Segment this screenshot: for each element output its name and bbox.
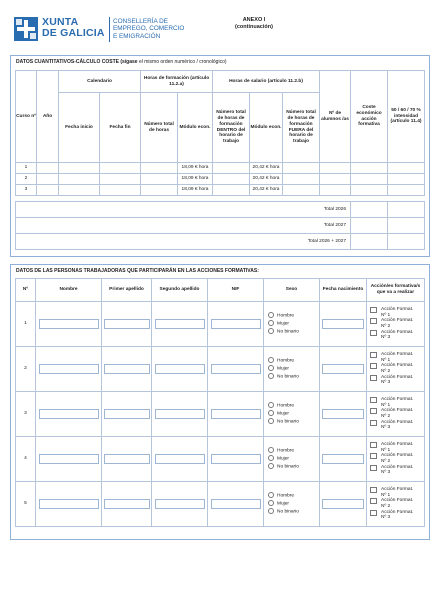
workers-section-title: DATOS DE LAS PERSONAS TRABAJADORAS QUE PARTICIPARÁN EN LAS ACCIONES FORMATIVAS:	[16, 268, 259, 274]
nombre-input-cell	[36, 437, 102, 482]
accion-option[interactable]	[370, 453, 424, 464]
nif-input-cell	[208, 482, 264, 527]
nif-input[interactable]	[211, 499, 261, 509]
modulo-econ-value: 18,09 € hora	[178, 185, 213, 196]
anio-field[interactable]	[37, 174, 59, 185]
accion-label: Acción Format. Nº 2	[381, 453, 414, 464]
segundo-apellido-input[interactable]	[155, 454, 205, 464]
accion-option[interactable]	[370, 408, 424, 419]
num-horas-field[interactable]	[141, 163, 178, 174]
sexo-option[interactable]	[268, 320, 319, 328]
checkbox-icon[interactable]	[370, 307, 377, 313]
segundo-apellido-input-cell	[152, 392, 208, 437]
nif-input-cell	[208, 302, 264, 347]
sexo-label: Hombre	[277, 312, 295, 318]
accion-option[interactable]	[370, 330, 424, 341]
accion-label: Acción Format. Nº 3	[381, 329, 414, 341]
sexo-option[interactable]	[268, 328, 319, 336]
sexo-option[interactable]	[268, 312, 319, 320]
nombre-input[interactable]	[39, 499, 99, 509]
dept-line1: CONSELLERÍA DE	[113, 18, 169, 25]
sexo-option[interactable]	[268, 357, 319, 365]
modulo-econ-value: 18,09 € hora	[178, 174, 213, 185]
coste-field[interactable]	[351, 163, 388, 174]
header-horas-dentro: Número total de horas de formación DENTRO del horario de trabajo	[213, 93, 250, 163]
coste-field[interactable]	[351, 185, 388, 196]
fecha-nacimiento-cell	[320, 482, 367, 527]
nif-input[interactable]	[211, 454, 261, 464]
accion-label: Acción Format. Nº 1	[381, 486, 414, 498]
accion-options	[367, 392, 425, 437]
worker-row	[16, 302, 425, 347]
worker-number: 5	[16, 482, 36, 527]
fecha-nacimiento-input[interactable]	[322, 499, 364, 509]
nif-input[interactable]	[211, 409, 261, 419]
radio-icon[interactable]	[268, 373, 274, 379]
segundo-apellido-input[interactable]	[155, 364, 205, 374]
primer-apellido-input-cell	[102, 392, 152, 437]
header-num-alumnos: Nº de alumnos /as	[320, 71, 351, 163]
header-num-total-horas: Número total de horas	[141, 93, 178, 163]
radio-icon[interactable]	[268, 492, 274, 498]
anio-field[interactable]	[37, 163, 59, 174]
num-horas-field[interactable]	[141, 174, 178, 185]
checkbox-icon[interactable]	[370, 487, 377, 493]
sexo-label: No binario	[277, 419, 299, 425]
primer-apellido-input[interactable]	[104, 454, 150, 464]
fecha-nacimiento-cell	[320, 437, 367, 482]
cost-section-title	[16, 59, 227, 65]
radio-icon[interactable]	[268, 447, 274, 453]
sexo-label: Hombre	[277, 402, 295, 408]
header-nif: NIF	[208, 279, 264, 302]
sexo-label: Mujer	[277, 501, 289, 507]
nombre-input-cell	[36, 482, 102, 527]
radio-icon[interactable]	[268, 357, 274, 363]
accion-options	[367, 482, 425, 527]
header-accion: Acción/es formativa/s que va a realizar	[367, 279, 425, 302]
header-fecha-inicio: Fecha inicio	[59, 93, 100, 163]
accion-label: Acción Format. Nº 1	[381, 441, 414, 453]
worker-row	[16, 347, 425, 392]
nif-input[interactable]	[211, 364, 261, 374]
sexo-label: Mujer	[277, 321, 289, 327]
sexo-option[interactable]	[268, 508, 319, 516]
modulo-econ-value: 20,42 € hora	[250, 174, 283, 185]
accion-option[interactable]	[370, 498, 424, 509]
intensidad-field[interactable]	[388, 185, 425, 196]
nif-input-cell	[208, 437, 264, 482]
nombre-input[interactable]	[39, 454, 99, 464]
num-alumnos-field[interactable]	[320, 174, 351, 185]
sexo-label: No binario	[277, 464, 299, 470]
fecha-fin-field[interactable]	[100, 174, 141, 185]
department-name	[113, 18, 184, 40]
checkbox-icon[interactable]	[370, 363, 377, 369]
fecha-inicio-field[interactable]	[59, 174, 100, 185]
checkbox-icon[interactable]	[370, 442, 377, 448]
sexo-label: No binario	[277, 374, 299, 380]
num-alumnos-field[interactable]	[320, 163, 351, 174]
fecha-inicio-field[interactable]	[59, 163, 100, 174]
sexo-label: Hombre	[277, 492, 295, 498]
num-alumnos-field[interactable]	[320, 185, 351, 196]
radio-icon[interactable]	[268, 320, 274, 326]
accion-options	[367, 302, 425, 347]
header-horas-fuera: Número total de horas de formación FUERA del horario de trabajo	[283, 93, 320, 163]
primer-apellido-input[interactable]	[104, 409, 150, 419]
checkbox-icon[interactable]	[370, 352, 377, 358]
sexo-option[interactable]	[268, 447, 319, 455]
accion-label: Acción Format. Nº 2	[381, 363, 414, 374]
checkbox-icon[interactable]	[370, 408, 377, 414]
fecha-fin-field[interactable]	[100, 185, 141, 196]
fecha-inicio-field[interactable]	[59, 185, 100, 196]
horas-fuera-field[interactable]	[283, 185, 320, 196]
accion-options	[367, 437, 425, 482]
accion-label: Acción Format. Nº 1	[381, 396, 414, 408]
radio-icon[interactable]	[268, 463, 274, 469]
sexo-label: Mujer	[277, 366, 289, 372]
header-primer-apellido: Primer apellido	[102, 279, 152, 302]
logo-wordmark	[42, 17, 105, 39]
checkbox-icon[interactable]	[370, 375, 377, 381]
workers-panel	[10, 264, 430, 540]
nombre-input-cell	[36, 347, 102, 392]
checkbox-icon[interactable]	[370, 318, 377, 324]
xunta-logo-icon	[14, 17, 38, 41]
sexo-options	[264, 392, 320, 437]
checkbox-icon[interactable]	[370, 453, 377, 459]
coste-field[interactable]	[351, 174, 388, 185]
worker-row	[16, 482, 425, 527]
accion-label: Acción Format. Nº 1	[381, 351, 414, 363]
intensidad-field[interactable]	[388, 174, 425, 185]
accion-option[interactable]	[370, 352, 424, 363]
modulo-econ-value: 18,09 € hora	[178, 163, 213, 174]
accion-option[interactable]	[370, 375, 424, 386]
primer-apellido-input-cell	[102, 437, 152, 482]
worker-number: 2	[16, 347, 36, 392]
dept-line2: EMPREGO, COMERCIO	[113, 25, 185, 33]
curso-number: 1	[16, 163, 37, 174]
sexo-options	[264, 302, 320, 347]
accion-label: Acción Format. Nº 3	[381, 464, 414, 476]
header-modulo-econ-2: Módulo econ.	[250, 93, 283, 163]
checkbox-icon[interactable]	[370, 510, 377, 516]
accion-option[interactable]	[370, 397, 424, 408]
radio-icon[interactable]	[268, 455, 274, 461]
header-coste: Coste económico acción formativa	[351, 71, 388, 163]
nombre-input-cell	[36, 392, 102, 437]
horas-dentro-field[interactable]	[213, 174, 250, 185]
num-horas-field[interactable]	[141, 185, 178, 196]
total-2026-field[interactable]	[351, 202, 388, 218]
nif-input-cell	[208, 392, 264, 437]
totals-table	[15, 201, 425, 250]
nif-input[interactable]	[211, 319, 261, 329]
sexo-option[interactable]	[268, 365, 319, 373]
worker-row	[16, 437, 425, 482]
sexo-label: No binario	[277, 509, 299, 515]
fecha-nacimiento-input[interactable]	[322, 409, 364, 419]
fecha-nacimiento-cell	[320, 302, 367, 347]
fecha-nacimiento-input[interactable]	[322, 454, 364, 464]
total-2027-field[interactable]	[351, 218, 388, 234]
segundo-apellido-input[interactable]	[155, 319, 205, 329]
accion-option[interactable]	[370, 318, 424, 329]
accion-option[interactable]	[370, 465, 424, 476]
sexo-option[interactable]	[268, 373, 319, 381]
total-spacer	[388, 218, 425, 234]
accion-label: Acción Format. Nº 2	[381, 318, 414, 329]
accion-option[interactable]	[370, 442, 424, 453]
dept-line3: E EMIGRACIÓN	[113, 32, 161, 40]
accion-option[interactable]	[370, 307, 424, 318]
header-curso: Curso nº	[16, 71, 37, 163]
modulo-econ-value: 20,42 € hora	[250, 163, 283, 174]
accion-label: Acción Format. Nº 3	[381, 374, 414, 386]
header-sexo: Sexo	[264, 279, 320, 302]
nombre-input[interactable]	[39, 409, 99, 419]
sexo-option[interactable]	[268, 463, 319, 471]
logo-separator	[109, 17, 110, 42]
segundo-apellido-input-cell	[152, 347, 208, 392]
sexo-label: Mujer	[277, 411, 289, 417]
accion-option[interactable]	[370, 420, 424, 431]
nombre-input[interactable]	[39, 319, 99, 329]
sexo-options	[264, 482, 320, 527]
radio-icon[interactable]	[268, 418, 274, 424]
sexo-option[interactable]	[268, 500, 319, 508]
checkbox-icon[interactable]	[370, 420, 377, 426]
total-spacer	[388, 234, 425, 250]
radio-icon[interactable]	[268, 508, 274, 514]
header-horas-salario: Horas de salario (artículo 11.2.b)	[213, 71, 320, 93]
fecha-nacimiento-cell	[320, 392, 367, 437]
cost-data-panel	[10, 55, 430, 257]
accion-option[interactable]	[370, 363, 424, 374]
checkbox-icon[interactable]	[370, 330, 377, 336]
accion-option[interactable]	[370, 487, 424, 498]
sexo-option[interactable]	[268, 410, 319, 418]
worker-row	[16, 392, 425, 437]
primer-apellido-input-cell	[102, 302, 152, 347]
modulo-econ-value: 20,42 € hora	[250, 185, 283, 196]
sexo-label: No binario	[277, 329, 299, 335]
accion-label: Acción Format. Nº 2	[381, 408, 414, 419]
accion-options	[367, 347, 425, 392]
sexo-label: Hombre	[277, 357, 295, 363]
fecha-nacimiento-cell	[320, 347, 367, 392]
horas-dentro-field[interactable]	[213, 163, 250, 174]
header-fecha-nacimiento: Fecha nacimiento	[320, 279, 367, 302]
document-header	[14, 14, 429, 50]
curso-number: 3	[16, 185, 37, 196]
header-modulo-econ-1: Módulo econ.	[178, 93, 213, 163]
logo-line2: DE GALICIA	[42, 27, 105, 39]
primer-apellido-input[interactable]	[104, 319, 150, 329]
header-anio: Año	[37, 71, 59, 163]
workers-table	[15, 278, 425, 527]
total-sum-field[interactable]	[351, 234, 388, 250]
total-sum-label: Total 2026 + 2027	[16, 234, 351, 250]
sexo-option[interactable]	[268, 402, 319, 410]
cost-table	[15, 70, 425, 196]
header-nombre: Nombre	[36, 279, 102, 302]
radio-icon[interactable]	[268, 410, 274, 416]
radio-icon[interactable]	[268, 500, 274, 506]
header-horas-formacion: Horas de formación (artículo 11.2.a)	[141, 71, 213, 93]
accion-label: Acción Format. Nº 3	[381, 509, 414, 521]
logo-line1: XUNTA	[42, 16, 79, 28]
accion-option[interactable]	[370, 510, 424, 521]
sexo-option[interactable]	[268, 455, 319, 463]
header-fecha-fin: Fecha fin	[100, 93, 141, 163]
sexo-label: Hombre	[277, 447, 295, 453]
sexo-option[interactable]	[268, 418, 319, 426]
horas-fuera-field[interactable]	[283, 163, 320, 174]
cost-title-bold: DATOS CUANTITATIVOS-CÁLCULO COSTE (sígase	[16, 59, 138, 65]
sexo-options	[264, 347, 320, 392]
cost-row	[16, 163, 425, 174]
accion-label: Acción Format. Nº 2	[381, 498, 414, 509]
checkbox-icon[interactable]	[370, 397, 377, 403]
nif-input-cell	[208, 347, 264, 392]
nombre-input[interactable]	[39, 364, 99, 374]
worker-number: 4	[16, 437, 36, 482]
sexo-option[interactable]	[268, 492, 319, 500]
header-calendario: Calendario	[59, 71, 141, 93]
worker-number: 1	[16, 302, 36, 347]
fecha-nacimiento-input[interactable]	[322, 364, 364, 374]
intensidad-field[interactable]	[388, 163, 425, 174]
segundo-apellido-input-cell	[152, 482, 208, 527]
total-2026-label: Total 2026	[16, 202, 351, 218]
nombre-input-cell	[36, 302, 102, 347]
horas-fuera-field[interactable]	[283, 174, 320, 185]
worker-number: 3	[16, 392, 36, 437]
annex-subheading: (continuación)	[235, 24, 273, 30]
annex-heading: ANEXO I	[242, 17, 266, 23]
header-segundo-apellido: Segundo apellido	[152, 279, 208, 302]
sexo-options	[264, 437, 320, 482]
checkbox-icon[interactable]	[370, 465, 377, 471]
header-num: Nº	[16, 279, 36, 302]
cost-row	[16, 185, 425, 196]
annex-title	[224, 17, 284, 31]
total-spacer	[388, 202, 425, 218]
segundo-apellido-input-cell	[152, 302, 208, 347]
accion-label: Acción Format. Nº 3	[381, 419, 414, 431]
primer-apellido-input-cell	[102, 482, 152, 527]
sexo-label: Mujer	[277, 456, 289, 462]
fecha-nacimiento-input[interactable]	[322, 319, 364, 329]
radio-icon[interactable]	[268, 365, 274, 371]
segundo-apellido-input-cell	[152, 437, 208, 482]
primer-apellido-input-cell	[102, 347, 152, 392]
cost-title-note: el mismo orden numérico / cronológico)	[138, 59, 227, 65]
radio-icon[interactable]	[268, 312, 274, 318]
primer-apellido-input[interactable]	[104, 499, 150, 509]
horas-dentro-field[interactable]	[213, 185, 250, 196]
segundo-apellido-input[interactable]	[155, 499, 205, 509]
cost-row	[16, 174, 425, 185]
fecha-fin-field[interactable]	[100, 163, 141, 174]
accion-label: Acción Format. Nº 1	[381, 306, 414, 318]
segundo-apellido-input[interactable]	[155, 409, 205, 419]
radio-icon[interactable]	[268, 328, 274, 334]
primer-apellido-input[interactable]	[104, 364, 150, 374]
radio-icon[interactable]	[268, 402, 274, 408]
anio-field[interactable]	[37, 185, 59, 196]
header-intensidad: 50 / 60 / 70 % intensidad (artículo 11.4)	[388, 71, 425, 163]
checkbox-icon[interactable]	[370, 498, 377, 504]
total-2027-label: Total 2027	[16, 218, 351, 234]
curso-number: 2	[16, 174, 37, 185]
